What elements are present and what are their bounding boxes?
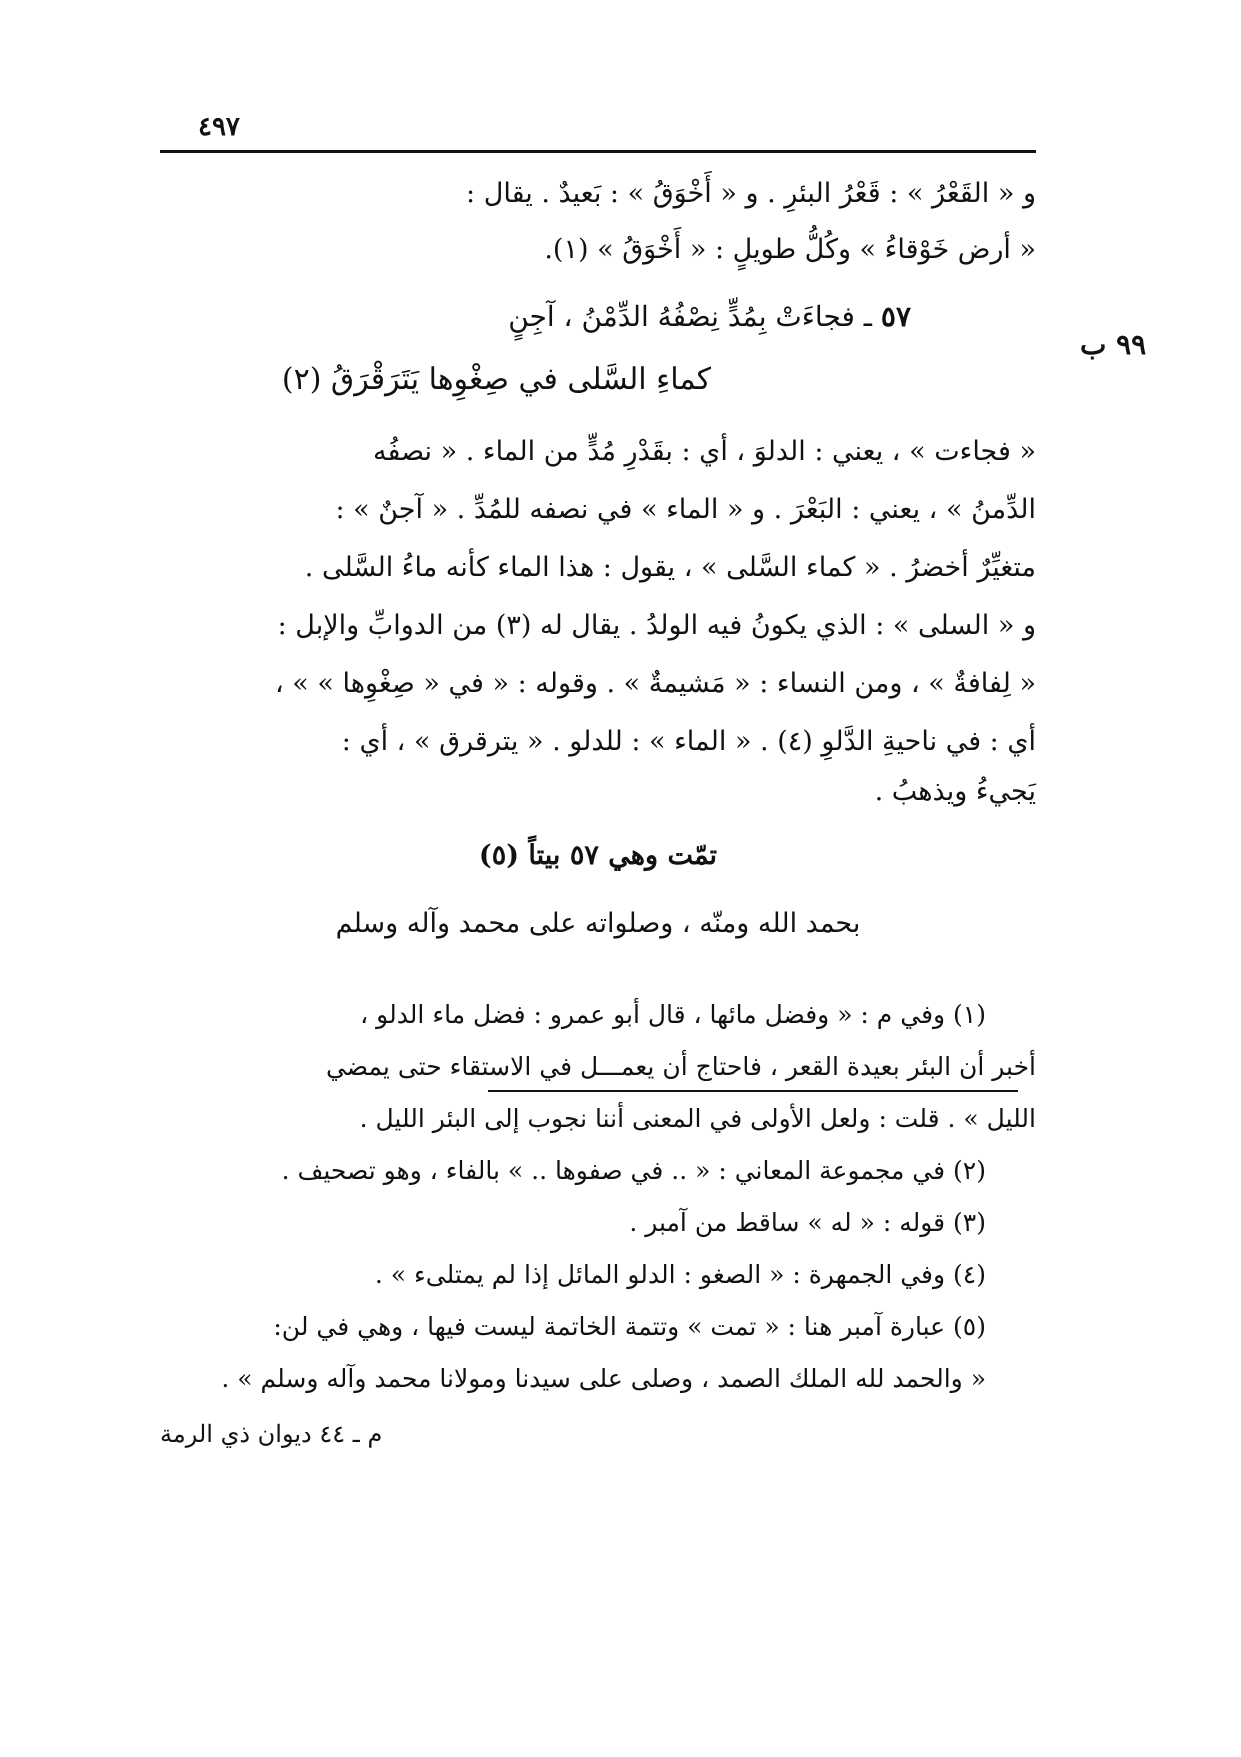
footnote-line: أخبر أن البئر بعيدة القعر ، فاحتاج أن يعمـــل في الاستقاء حتى يمضي — [325, 1052, 1036, 1081]
commentary-line: الدِّمنُ » ، يعني : البَعْرَ . و « الماء » في نصفه للمُدِّ . « آجنٌ » : — [335, 494, 1036, 525]
intro-line-1: و « القَعْرُ » : قَعْرُ البئرِ . و « أَخْوَقُ » : بَعيدٌ . يقال : — [466, 178, 1036, 209]
verse-hemistich-2: كماءِ السَّلى في صِغْوِها يَتَرَقْرَقُ (٢) — [281, 362, 711, 397]
footnote-line: (٤) وفي الجمهرة : « الصغو : الدلو المائل إذا لم يمتلىء » . — [374, 1260, 986, 1289]
verse-number: ٥٧ — [880, 300, 911, 333]
commentary-line: متغيِّرٌ أخضرُ . « كماء السَّلى » ، يقول : هذا الماء كأنه ماءُ السَّلى . — [304, 552, 1036, 583]
footnote-line: (٣) قوله : « له » ساقط من آمبر . — [629, 1208, 986, 1237]
verse-hemistich-1 — [508, 300, 911, 333]
verse-first-half: ـ فجاءَتْ بِمُدٍّ نِصْفُهُ الدِّمْنُ ، آجِنٍ — [508, 300, 873, 333]
footnote-line: « والحمد لله الملك الصمد ، وصلى على سيدنا ومولانا محمد وآله وسلم » . — [221, 1364, 986, 1393]
footnote-rule — [488, 1090, 1018, 1092]
page-number: ٤٩٧ — [198, 112, 240, 142]
commentary-line: « فجاءت » ، يعني : الدلوَ ، أي : بقَدْرِ مُدٍّ من الماء . « نصفُه — [372, 436, 1036, 467]
commentary-line: يَجيءُ ويذهبُ . — [874, 776, 1036, 807]
commentary-line: و « السلى » : الذي يكونُ فيه الولدُ . يقال له (٣) من الدوابِّ والإبل : — [277, 610, 1036, 641]
intro-line-2: « أرض خَوْقاءُ » وكُلُّ طويلٍ : « أَخْوَقُ » (١). — [544, 234, 1036, 265]
closing-count-line: تمّت وهي ٥٧ بيتاً (٥) — [478, 840, 718, 871]
header-rule — [160, 150, 1036, 153]
imprint: م ـ ٤٤ ديوان ذي الرمة — [160, 1420, 383, 1448]
footnote-line: (١) وفي م : « وفضل مائها ، قال أبو عمرو : فضل ماء الدلو ، — [360, 1000, 986, 1029]
commentary-line: أي : في ناحيةِ الدَّلوِ (٤) . « الماء » : للدلو . « يترقرق » ، أي : — [341, 726, 1036, 757]
footnote-line: (٢) في مجموعة المعاني : « .. في صفوها .. » بالفاء ، وهو تصحيف . — [281, 1156, 986, 1185]
footnote-line: (٥) عبارة آمبر هنا : « تمت » وتتمة الخاتمة ليست فيها ، وهي في لن: — [273, 1312, 986, 1341]
commentary-line: « لِفافةٌ » ، ومن النساء : « مَشيمةٌ » . وقوله : « في « صِغْوِها » » ، — [274, 668, 1036, 699]
closing-doxology: بحمد الله ومنّه ، وصلواته على محمد وآله وسلم — [335, 908, 861, 939]
margin-folio: ٩٩ ب — [1080, 328, 1147, 361]
footnote-line: الليل » . قلت : ولعل الأولى في المعنى أننا نجوب إلى البئر الليل . — [359, 1104, 1036, 1133]
